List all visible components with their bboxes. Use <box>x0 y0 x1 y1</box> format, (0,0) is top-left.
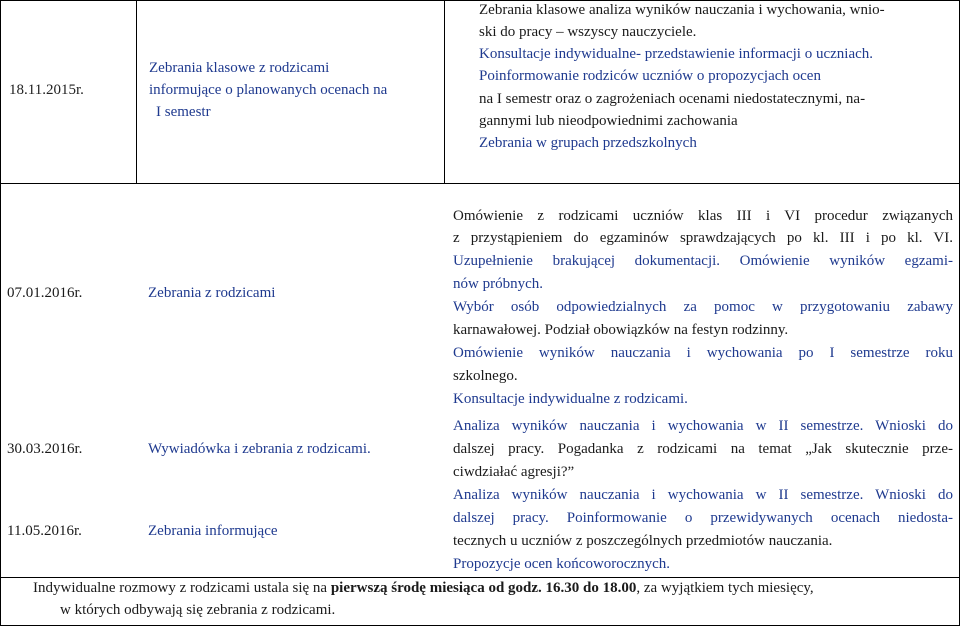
row1-detail-line3: Konsultacje indywidualne- przedstawienie informacji o uczniach. <box>479 46 874 62</box>
row2-detail-line5: Wybór osób odpowiedzialnych za pomoc w przygotowaniu zabawy <box>453 299 953 315</box>
row3-detail-line3: ciwdziałać agresji?” <box>453 464 575 480</box>
row3-detail-line1: Analiza wyników nauczania i wychowania w II semestrze. Wnioski do <box>453 418 953 434</box>
row4-date: 11.05.2016r. <box>7 523 82 539</box>
row1-topic-line1: Zebrania klasowe z rodzicami <box>149 60 330 76</box>
col-divider-topic-row1 <box>444 0 445 183</box>
row1-topic-line2: informujące o planowanych ocenach na <box>149 82 388 98</box>
row1-detail-line2: ski do pracy – wszyscy nauczyciele. <box>479 24 697 40</box>
row2-detail-line2: z przystąpieniem do egzaminów sprawdzających po kl. III i po kl. VI. <box>453 230 953 246</box>
row4-detail-line3: tecznych u uczniów z poszczególnych przedmiotów nauczania. <box>453 533 833 549</box>
row2-detail-line1: Omówienie z rodzicami uczniów klas III i VI procedur związanych <box>453 208 953 224</box>
row3-topic: Wywiadówka i zebrania z rodzicami. <box>148 441 371 457</box>
row2-detail-line9: Konsultacje indywidualne z rodzicami. <box>453 391 688 407</box>
row1-detail-line7: Zebrania w grupach przedszkolnych <box>479 135 697 151</box>
row2-date: 07.01.2016r. <box>7 285 83 301</box>
row2-detail-line4: nów próbnych. <box>453 276 543 292</box>
row1-detail-line5: na I semestr oraz o zagrożeniach ocenami niedostatecznymi, na- <box>479 91 866 107</box>
footer-line1 <box>33 577 814 600</box>
footer-text-after: , za wyjątkiem tych miesięcy, <box>636 580 814 596</box>
row4-detail-line4: Propozycje ocen końcoworocznych. <box>453 556 671 572</box>
row4-detail-line2: dalszej pracy. Poinformowanie o przewidywanych ocenach niedosta- <box>453 510 953 526</box>
row2-detail-line8: szkolnego. <box>453 368 518 384</box>
row1-detail-line6: gannymi lub nieodpowiednimi zachowania <box>479 113 738 129</box>
row4-detail-line1: Analiza wyników nauczania i wychowania w II semestrze. Wnioski do <box>453 487 953 503</box>
table-left-border <box>0 0 1 626</box>
row2-detail-line6: karnawałowej. Podział obowiązków na festyn rodzinny. <box>453 322 789 338</box>
row1-detail-line4: Poinformowanie rodziców uczniów o propozycjach ocen <box>479 68 821 84</box>
row1-topic-line3: I semestr <box>156 104 211 120</box>
row2-topic: Zebrania z rodzicami <box>148 285 276 301</box>
row2-detail-line3: Uzupełnienie brakującej dokumentacji. Omówienie wyników egzami- <box>453 253 953 269</box>
footer-text-bold: pierwszą środę miesiąca od godz. 16.30 do 18.00 <box>330 580 637 596</box>
row2-detail-line7: Omówienie wyników nauczania i wychowania po I semestrze roku <box>453 345 953 361</box>
row1-detail-line1: Zebrania klasowe analiza wyników nauczania i wychowania, wnio- <box>479 2 885 18</box>
row3-date: 30.03.2016r. <box>7 441 83 457</box>
footer-text-before: Indywidualne rozmowy z rodzicami ustala się na <box>33 580 331 596</box>
col-divider-date-row1 <box>136 0 137 183</box>
row-divider-1 <box>0 183 960 184</box>
row3-detail-line2: dalszej pracy. Pogadanka z rodzicami na temat „Jak skutecznie prze- <box>453 441 953 457</box>
footer-line2: w których odbywają się zebrania z rodzicami. <box>60 602 336 618</box>
row1-date: 18.11.2015r. <box>9 82 84 98</box>
row4-topic: Zebrania informujące <box>148 523 278 539</box>
